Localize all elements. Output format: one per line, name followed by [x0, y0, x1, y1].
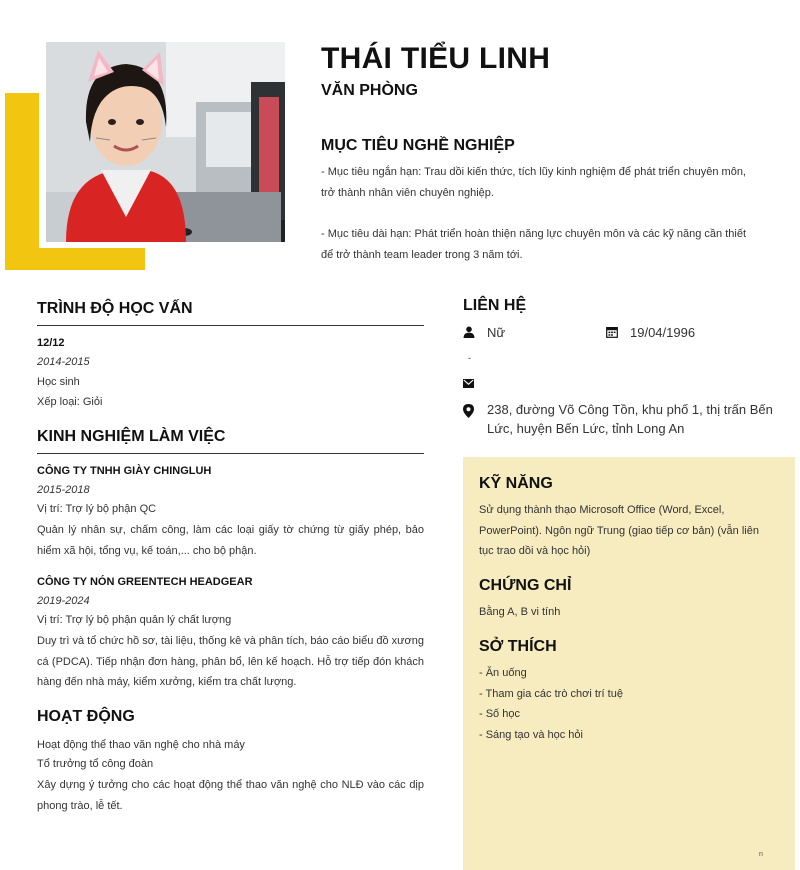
- profile-photo: [46, 42, 285, 242]
- certificates-text: Bằng A, B vi tính: [479, 606, 561, 618]
- candidate-position: VĂN PHÒNG: [321, 82, 418, 99]
- job-role: Vị trí: Trợ lý bộ phận QC: [37, 503, 157, 515]
- skills-title: KỸ NĂNG: [479, 475, 553, 492]
- hobby-item: - Số học: [479, 708, 520, 720]
- education-grade: Xếp loại: Giỏi: [37, 396, 103, 408]
- job-description: Quản lý nhân sự, chấm công, làm các loại giấy tờ chứng từ giấy phép, bảo hiểm xã hội, tổng vụ, kế toán,... cho bộ phận.: [37, 524, 424, 557]
- calendar-icon: [606, 326, 618, 338]
- education-major: Học sinh: [37, 376, 80, 388]
- education-period: 2014-2015: [37, 356, 90, 368]
- hobby-item: - Ăn uống: [479, 667, 527, 679]
- certificates-title: CHỨNG CHỈ: [479, 577, 572, 594]
- job-period: 2019-2024: [37, 595, 90, 607]
- job-company: CÔNG TY TNHH GIÀY CHINGLUH: [37, 465, 212, 477]
- job-role: Vị trí: Trợ lý bộ phận quản lý chất lượng: [37, 614, 232, 626]
- skills-text: Sử dụng thành thạo Microsoft Office (Word, Excel, PowerPoint). Ngôn ngữ Trung (giao tiếp cơ bản) (vẫn liên tục trao dồi và học hỏi): [479, 504, 759, 557]
- education-title: TRÌNH ĐỘ HỌC VẤN: [37, 300, 424, 326]
- contact-address: 238, đường Võ Công Tồn, khu phố 1, thị trấn Bến Lức, huyện Bến Lức, tỉnh Long An: [487, 402, 773, 436]
- objective-long-term: - Mục tiêu dài hạn: Phát triển hoàn thiện năng lực chuyên môn và các kỹ năng cần thiết để trở thành team leader trong 3 năm tới.: [321, 228, 747, 261]
- hobby-item: - Tham gia các trò chơi trí tuệ: [479, 688, 623, 700]
- job-period: 2015-2018: [37, 484, 90, 496]
- education-school: 12/12: [37, 337, 65, 349]
- contact-birthday: 19/04/1996: [630, 325, 696, 340]
- activities-title: HOẠT ĐỘNG: [37, 708, 135, 725]
- phone-icon: -: [468, 353, 471, 363]
- activity-item: Xây dựng ý tưởng cho các hoạt động thể thao văn nghệ cho NLĐ vào các dịp phong trào, lễ tết.: [37, 779, 424, 812]
- activity-item: Hoạt động thể thao văn nghệ cho nhà máy: [37, 739, 245, 751]
- candidate-name: THÁI TIỂU LINH: [321, 42, 551, 75]
- job-company: CÔNG TY NÓN GREENTECH HEADGEAR: [37, 576, 253, 588]
- location-pin-icon: [463, 404, 474, 418]
- hobbies-title: SỞ THÍCH: [479, 638, 557, 655]
- mail-icon: [463, 379, 474, 388]
- activity-item: Tổ trưởng tổ công đoàn: [37, 758, 154, 770]
- hobby-item: - Sáng tạo và học hỏi: [479, 729, 583, 741]
- person-icon: [463, 326, 475, 338]
- objective-short-term: - Mục tiêu ngắn hạn: Trau dồi kiến thức, tích lũy kinh nghiệm để phát triển chuyên môn, trở thành nhân viên chuyên nghiệp.: [321, 166, 746, 199]
- objective-title: MỤC TIÊU NGHỀ NGHIỆP: [321, 137, 515, 154]
- contact-title: LIÊN HỆ: [463, 297, 527, 314]
- experience-title: KINH NGHIỆM LÀM VIỆC: [37, 428, 424, 454]
- contact-gender: Nữ: [487, 325, 506, 340]
- footer-mark: n: [759, 851, 763, 858]
- profile-photo-illustration: [46, 42, 285, 242]
- job-description: Duy trì và tổ chức hồ sơ, tài liệu, thống kê và phân tích, báo cáo biểu đồ xương cá (PDCA). Tiếp nhận đơn hàng, phân bổ, lên kế hoạch. Hỗ trợ tiếp đón khách hàng đến nhà máy, kiểm xưởng, kiểm tra chất lượng.: [37, 635, 424, 688]
